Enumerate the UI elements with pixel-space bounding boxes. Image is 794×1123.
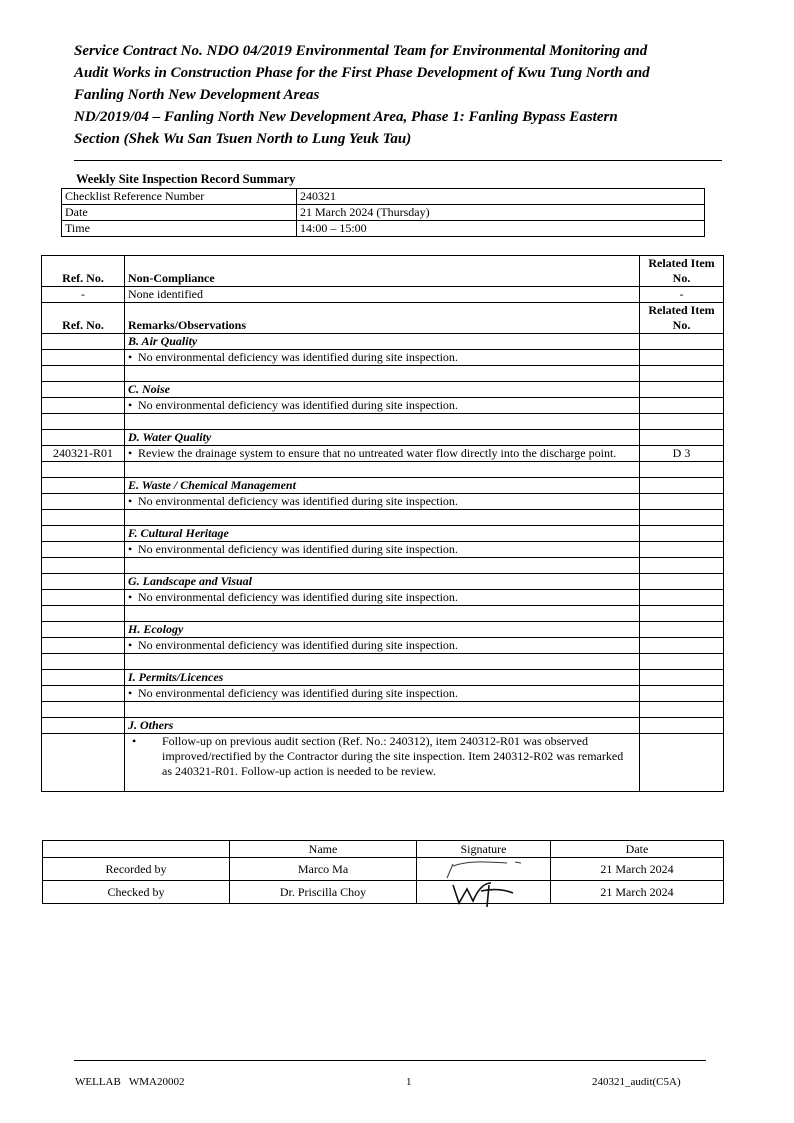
- title-line: Audit Works in Construction Phase for the First Phase Development of Kwu Tung North and: [74, 65, 650, 81]
- spacer-cell: [42, 510, 125, 526]
- category-row: [42, 622, 724, 638]
- bullet-icon: •: [132, 734, 137, 748]
- signoff-date: 21 March 2024: [551, 858, 724, 881]
- bullet-icon: •: [128, 590, 133, 604]
- signoff-row: [43, 858, 724, 881]
- category-related-blank: [640, 478, 724, 494]
- observation-text: No environmental deficiency was identified during site inspection.: [138, 590, 458, 604]
- spacer-row: [42, 462, 724, 478]
- observation-cell: [125, 590, 640, 606]
- category-row: [42, 382, 724, 398]
- category-related-blank: [640, 718, 724, 734]
- signoff-blank-header: [43, 841, 230, 858]
- observation-cell: [125, 446, 640, 462]
- observation-row: [42, 686, 724, 702]
- category-title: E. Waste / Chemical Management: [125, 478, 640, 494]
- spacer-cell: [125, 654, 640, 670]
- category-related-blank: [640, 574, 724, 590]
- observation-ref: [42, 590, 125, 606]
- spacer-cell: [42, 462, 125, 478]
- summary-value: 14:00 – 15:00: [297, 221, 705, 237]
- bullet-icon: •: [128, 686, 133, 700]
- category-row: [42, 430, 724, 446]
- summary-row: [62, 205, 705, 221]
- signature-cell: [417, 881, 551, 904]
- observation-ref: [42, 542, 125, 558]
- spacer-cell: [125, 366, 640, 382]
- category-row: [42, 334, 724, 350]
- observation-cell: [125, 398, 640, 414]
- spacer-cell: [640, 510, 724, 526]
- noncompliance-ref: -: [42, 287, 125, 303]
- category-related-blank: [640, 622, 724, 638]
- signoff-date: 21 March 2024: [551, 881, 724, 904]
- spacer-cell: [640, 654, 724, 670]
- signoff-name: Marco Ma: [230, 858, 417, 881]
- noncompliance-desc: None identified: [125, 287, 640, 303]
- category-ref-blank: [42, 478, 125, 494]
- category-title: B. Air Quality: [125, 334, 640, 350]
- observation-related: D 3: [640, 446, 724, 462]
- observation-text: No environmental deficiency was identified during site inspection.: [138, 350, 458, 364]
- spacer-cell: [125, 702, 640, 718]
- category-ref-blank: [42, 718, 125, 734]
- spacer-row: [42, 366, 724, 382]
- summary-heading: Weekly Site Inspection Record Summary: [76, 172, 296, 186]
- signoff-signature-header: Signature: [417, 841, 551, 858]
- spacer-cell: [42, 606, 125, 622]
- observation-row: [42, 398, 724, 414]
- category-ref-blank: [42, 622, 125, 638]
- document-title: [74, 40, 714, 150]
- bullet-icon: •: [128, 398, 133, 412]
- noncompliance-related: -: [640, 287, 724, 303]
- spacer-row: [42, 414, 724, 430]
- col-remarks-header: Remarks/Observations: [125, 303, 640, 334]
- observation-cell: [125, 542, 640, 558]
- signoff-name: Dr. Priscilla Choy: [230, 881, 417, 904]
- observation-ref: [42, 686, 125, 702]
- observation-cell: [125, 686, 640, 702]
- category-title: F. Cultural Heritage: [125, 526, 640, 542]
- category-title: J. Others: [125, 718, 640, 734]
- observation-text: No environmental deficiency was identified during site inspection.: [138, 686, 458, 700]
- category-related-blank: [640, 526, 724, 542]
- spacer-cell: [640, 702, 724, 718]
- spacer-row: [42, 654, 724, 670]
- remarks-header-row: [42, 303, 724, 334]
- summary-label: Time: [62, 221, 297, 237]
- spacer-cell: [42, 702, 125, 718]
- observation-ref: [42, 494, 125, 510]
- summary-value: 21 March 2024 (Thursday): [297, 205, 705, 221]
- observation-text: No environmental deficiency was identified during site inspection.: [138, 398, 458, 412]
- category-row: [42, 718, 724, 734]
- noncompliance-header-row: [42, 256, 724, 287]
- observation-related: [640, 542, 724, 558]
- category-title: D. Water Quality: [125, 430, 640, 446]
- observation-row: [42, 638, 724, 654]
- category-title: I. Permits/Licences: [125, 670, 640, 686]
- observation-text: Review the drainage system to ensure that no untreated water flow directly into the discharge point.: [138, 446, 617, 460]
- observation-cell: [125, 494, 640, 510]
- category-row: [42, 670, 724, 686]
- observation-related: [640, 734, 724, 792]
- title-line: Section (Shek Wu San Tsuen North to Lung Yeuk Tau): [74, 131, 412, 147]
- observation-related: [640, 494, 724, 510]
- inspection-table: [41, 255, 724, 792]
- spacer-row: [42, 702, 724, 718]
- col-related-header: Related Item No.: [640, 256, 724, 287]
- observation-row: [42, 494, 724, 510]
- summary-value: 240321: [297, 189, 705, 205]
- noncompliance-row: [42, 287, 724, 303]
- col-noncompliance-header: Non-Compliance: [125, 256, 640, 287]
- category-title: H. Ecology: [125, 622, 640, 638]
- observation-row: [42, 542, 724, 558]
- category-title: C. Noise: [125, 382, 640, 398]
- spacer-cell: [640, 414, 724, 430]
- signoff-date-header: Date: [551, 841, 724, 858]
- observation-row: [42, 446, 724, 462]
- observation-ref: [42, 350, 125, 366]
- signoff-name-header: Name: [230, 841, 417, 858]
- observation-ref: [42, 638, 125, 654]
- signoff-row: [43, 881, 724, 904]
- observation-text: No environmental deficiency was identified during site inspection.: [138, 638, 458, 652]
- footer-right: 240321_audit(C5A): [592, 1076, 681, 1088]
- observation-related: [640, 638, 724, 654]
- category-ref-blank: [42, 574, 125, 590]
- observation-text: No environmental deficiency was identified during site inspection.: [138, 494, 458, 508]
- category-related-blank: [640, 670, 724, 686]
- category-row: [42, 574, 724, 590]
- spacer-cell: [640, 606, 724, 622]
- spacer-row: [42, 558, 724, 574]
- spacer-cell: [640, 558, 724, 574]
- observation-ref: [42, 734, 125, 792]
- summary-row: [62, 221, 705, 237]
- spacer-cell: [42, 366, 125, 382]
- spacer-cell: [42, 414, 125, 430]
- spacer-cell: [125, 606, 640, 622]
- summary-label: Date: [62, 205, 297, 221]
- summary-label: Checklist Reference Number: [62, 189, 297, 205]
- spacer-cell: [42, 654, 125, 670]
- col-ref-header: Ref. No.: [42, 256, 125, 287]
- col-ref-header: Ref. No.: [42, 303, 125, 334]
- observation-text: No environmental deficiency was identified during site inspection.: [138, 542, 458, 556]
- category-related-blank: [640, 430, 724, 446]
- title-line: ND/2019/04 – Fanling North New Development Area, Phase 1: Fanling Bypass Eastern: [74, 109, 618, 125]
- spacer-cell: [640, 366, 724, 382]
- observation-ref: [42, 398, 125, 414]
- spacer-cell: [125, 414, 640, 430]
- signoff-role: Checked by: [43, 881, 230, 904]
- summary-table: [61, 188, 705, 237]
- signoff-table: [42, 840, 724, 904]
- category-ref-blank: [42, 526, 125, 542]
- bullet-icon: •: [128, 494, 133, 508]
- category-related-blank: [640, 334, 724, 350]
- footer-page-number: 1: [406, 1076, 412, 1088]
- category-ref-blank: [42, 334, 125, 350]
- title-line: Service Contract No. NDO 04/2019 Environmental Team for Environmental Monitoring and: [74, 43, 648, 59]
- spacer-row: [42, 510, 724, 526]
- observation-related: [640, 590, 724, 606]
- category-title: G. Landscape and Visual: [125, 574, 640, 590]
- observation-text: Follow-up on previous audit section (Ref. No.: 240312), item 240312-R01 was observed improved/rectified by the Contractor during the site inspection. Item 240312-R02 was remarked as 240321-R01. Follow-up action is needed to be review.: [162, 734, 624, 778]
- signoff-header-row: [43, 841, 724, 858]
- footer-divider: [74, 1060, 706, 1061]
- category-row: [42, 478, 724, 494]
- summary-row: [62, 189, 705, 205]
- spacer-row: [42, 606, 724, 622]
- header-divider: [74, 160, 722, 161]
- signoff-role: Recorded by: [43, 858, 230, 881]
- observation-row: [42, 590, 724, 606]
- category-row: [42, 526, 724, 542]
- spacer-cell: [125, 510, 640, 526]
- observation-cell: [125, 638, 640, 654]
- category-ref-blank: [42, 430, 125, 446]
- spacer-cell: [125, 462, 640, 478]
- spacer-cell: [125, 558, 640, 574]
- observation-related: [640, 398, 724, 414]
- category-ref-blank: [42, 382, 125, 398]
- spacer-cell: [42, 558, 125, 574]
- observation-ref: 240321-R01: [42, 446, 125, 462]
- observation-related: [640, 350, 724, 366]
- footer-left: WELLAB WMA20002: [75, 1076, 185, 1088]
- bullet-icon: •: [128, 350, 133, 364]
- observation-cell: [125, 350, 640, 366]
- bullet-icon: •: [128, 638, 133, 652]
- spacer-cell: [640, 462, 724, 478]
- observation-row: [42, 734, 724, 792]
- title-line: Fanling North New Development Areas: [74, 87, 320, 103]
- category-related-blank: [640, 382, 724, 398]
- observation-cell: [125, 734, 640, 792]
- bullet-icon: •: [128, 446, 133, 460]
- bullet-icon: •: [128, 542, 133, 556]
- col-related-header: Related Item No.: [640, 303, 724, 334]
- signature-mark-checked: [439, 877, 529, 907]
- observation-row: [42, 350, 724, 366]
- category-ref-blank: [42, 670, 125, 686]
- observation-related: [640, 686, 724, 702]
